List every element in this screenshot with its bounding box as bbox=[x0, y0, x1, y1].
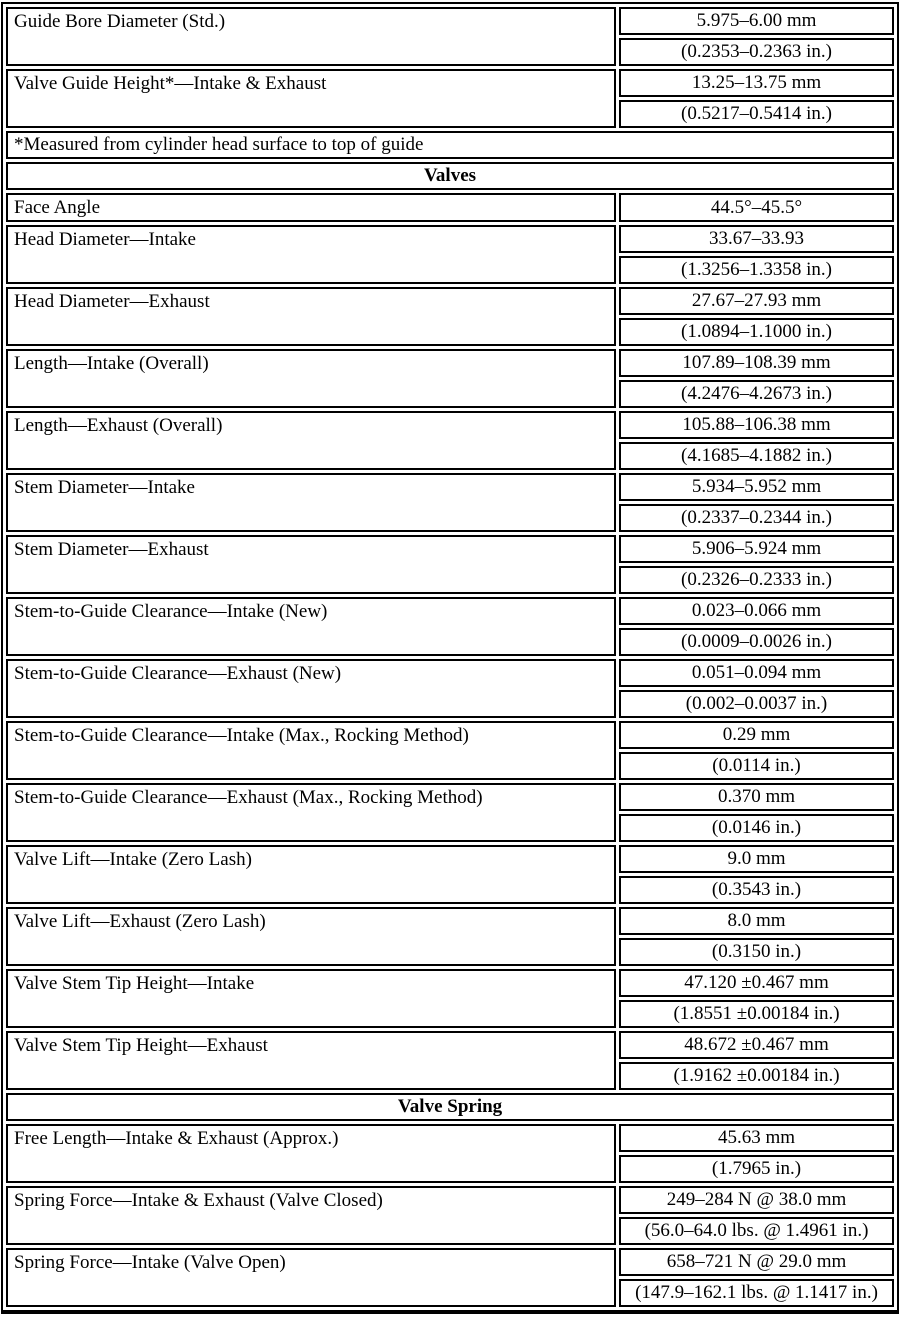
spec-value-metric: 5.906–5.924 mm bbox=[619, 535, 894, 563]
spec-value-imperial: (0.5217–0.5414 in.) bbox=[619, 100, 894, 128]
spec-value-imperial: (56.0–64.0 lbs. @ 1.4961 in.) bbox=[619, 1217, 894, 1245]
spec-value-imperial: (1.9162 ±0.00184 in.) bbox=[619, 1062, 894, 1090]
table-row bbox=[6, 162, 894, 190]
spec-value-metric: 8.0 mm bbox=[619, 907, 894, 935]
section-header: Valves bbox=[6, 162, 894, 190]
spec-value-imperial: (0.3543 in.) bbox=[619, 876, 894, 904]
spec-label: Stem Diameter—Intake bbox=[6, 473, 616, 532]
table-row bbox=[6, 411, 894, 439]
spec-value-imperial: (0.0146 in.) bbox=[619, 814, 894, 842]
spec-value-imperial: (1.8551 ±0.00184 in.) bbox=[619, 1000, 894, 1028]
spec-value-imperial: (1.0894–1.1000 in.) bbox=[619, 318, 894, 346]
spec-value-imperial: (1.7965 in.) bbox=[619, 1155, 894, 1183]
table-row bbox=[6, 1093, 894, 1121]
section-header: Valve Spring bbox=[6, 1093, 894, 1121]
spec-value-metric: 27.67–27.93 mm bbox=[619, 287, 894, 315]
spec-value-imperial: (0.2353–0.2363 in.) bbox=[619, 38, 894, 66]
spec-value-metric: 13.25–13.75 mm bbox=[619, 69, 894, 97]
spec-value-metric: 48.672 ±0.467 mm bbox=[619, 1031, 894, 1059]
spec-table-body bbox=[6, 7, 894, 1307]
table-row bbox=[6, 969, 894, 997]
table-row bbox=[6, 7, 894, 35]
spec-label: Free Length—Intake & Exhaust (Approx.) bbox=[6, 1124, 616, 1183]
spec-value-imperial: (0.0114 in.) bbox=[619, 752, 894, 780]
table-row bbox=[6, 287, 894, 315]
table-row bbox=[6, 225, 894, 253]
spec-label: Stem Diameter—Exhaust bbox=[6, 535, 616, 594]
table-row bbox=[6, 1248, 894, 1276]
spec-value-imperial: (0.3150 in.) bbox=[619, 938, 894, 966]
spec-value-metric: 33.67–33.93 bbox=[619, 225, 894, 253]
spec-label: Stem-to-Guide Clearance—Intake (Max., Rocking Method) bbox=[6, 721, 616, 780]
spec-value-metric: 9.0 mm bbox=[619, 845, 894, 873]
spec-value-metric: 658–721 N @ 29.0 mm bbox=[619, 1248, 894, 1276]
table-row bbox=[6, 193, 894, 222]
table-row bbox=[6, 845, 894, 873]
spec-label: Stem-to-Guide Clearance—Intake (New) bbox=[6, 597, 616, 656]
spec-value-metric: 44.5°–45.5° bbox=[619, 193, 894, 222]
spec-value-metric: 5.934–5.952 mm bbox=[619, 473, 894, 501]
table-row bbox=[6, 721, 894, 749]
valve-specifications-table bbox=[1, 2, 899, 1314]
spec-label: Head Diameter—Intake bbox=[6, 225, 616, 284]
spec-label: Length—Exhaust (Overall) bbox=[6, 411, 616, 470]
spec-value-imperial: (1.3256–1.3358 in.) bbox=[619, 256, 894, 284]
table-row bbox=[6, 349, 894, 377]
spec-value-imperial: (4.1685–4.1882 in.) bbox=[619, 442, 894, 470]
spec-value-metric: 0.023–0.066 mm bbox=[619, 597, 894, 625]
spec-value-metric: 107.89–108.39 mm bbox=[619, 349, 894, 377]
table-row bbox=[6, 131, 894, 159]
spec-label: Face Angle bbox=[6, 193, 616, 222]
spec-label: Stem-to-Guide Clearance—Exhaust (New) bbox=[6, 659, 616, 718]
table-row bbox=[6, 783, 894, 811]
spec-value-metric: 0.370 mm bbox=[619, 783, 894, 811]
table-row bbox=[6, 69, 894, 97]
spec-value-imperial: (0.002–0.0037 in.) bbox=[619, 690, 894, 718]
table-row bbox=[6, 1124, 894, 1152]
footnote: *Measured from cylinder head surface to top of guide bbox=[6, 131, 894, 159]
spec-value-imperial: (147.9–162.1 lbs. @ 1.1417 in.) bbox=[619, 1279, 894, 1307]
spec-value-imperial: (0.0009–0.0026 in.) bbox=[619, 628, 894, 656]
spec-label: Valve Lift—Intake (Zero Lash) bbox=[6, 845, 616, 904]
table-row bbox=[6, 597, 894, 625]
spec-value-metric: 249–284 N @ 38.0 mm bbox=[619, 1186, 894, 1214]
spec-value-imperial: (0.2337–0.2344 in.) bbox=[619, 504, 894, 532]
spec-label: Head Diameter—Exhaust bbox=[6, 287, 616, 346]
spec-value-metric: 47.120 ±0.467 mm bbox=[619, 969, 894, 997]
spec-label: Spring Force—Intake & Exhaust (Valve Closed) bbox=[6, 1186, 616, 1245]
spec-value-metric: 105.88–106.38 mm bbox=[619, 411, 894, 439]
spec-label: Valve Guide Height*—Intake & Exhaust bbox=[6, 69, 616, 128]
spec-label: Spring Force—Intake (Valve Open) bbox=[6, 1248, 616, 1307]
spec-value-metric: 45.63 mm bbox=[619, 1124, 894, 1152]
spec-label: Valve Stem Tip Height—Intake bbox=[6, 969, 616, 1028]
table-row bbox=[6, 535, 894, 563]
spec-value-metric: 5.975–6.00 mm bbox=[619, 7, 894, 35]
table-row bbox=[6, 659, 894, 687]
spec-label: Stem-to-Guide Clearance—Exhaust (Max., Rocking Method) bbox=[6, 783, 616, 842]
spec-label: Length—Intake (Overall) bbox=[6, 349, 616, 408]
spec-label: Valve Stem Tip Height—Exhaust bbox=[6, 1031, 616, 1090]
table-row bbox=[6, 1031, 894, 1059]
spec-value-metric: 0.29 mm bbox=[619, 721, 894, 749]
table-row bbox=[6, 1186, 894, 1214]
spec-label: Valve Lift—Exhaust (Zero Lash) bbox=[6, 907, 616, 966]
spec-value-metric: 0.051–0.094 mm bbox=[619, 659, 894, 687]
table-row bbox=[6, 473, 894, 501]
table-row bbox=[6, 907, 894, 935]
spec-label: Guide Bore Diameter (Std.) bbox=[6, 7, 616, 66]
spec-value-imperial: (4.2476–4.2673 in.) bbox=[619, 380, 894, 408]
spec-value-imperial: (0.2326–0.2333 in.) bbox=[619, 566, 894, 594]
